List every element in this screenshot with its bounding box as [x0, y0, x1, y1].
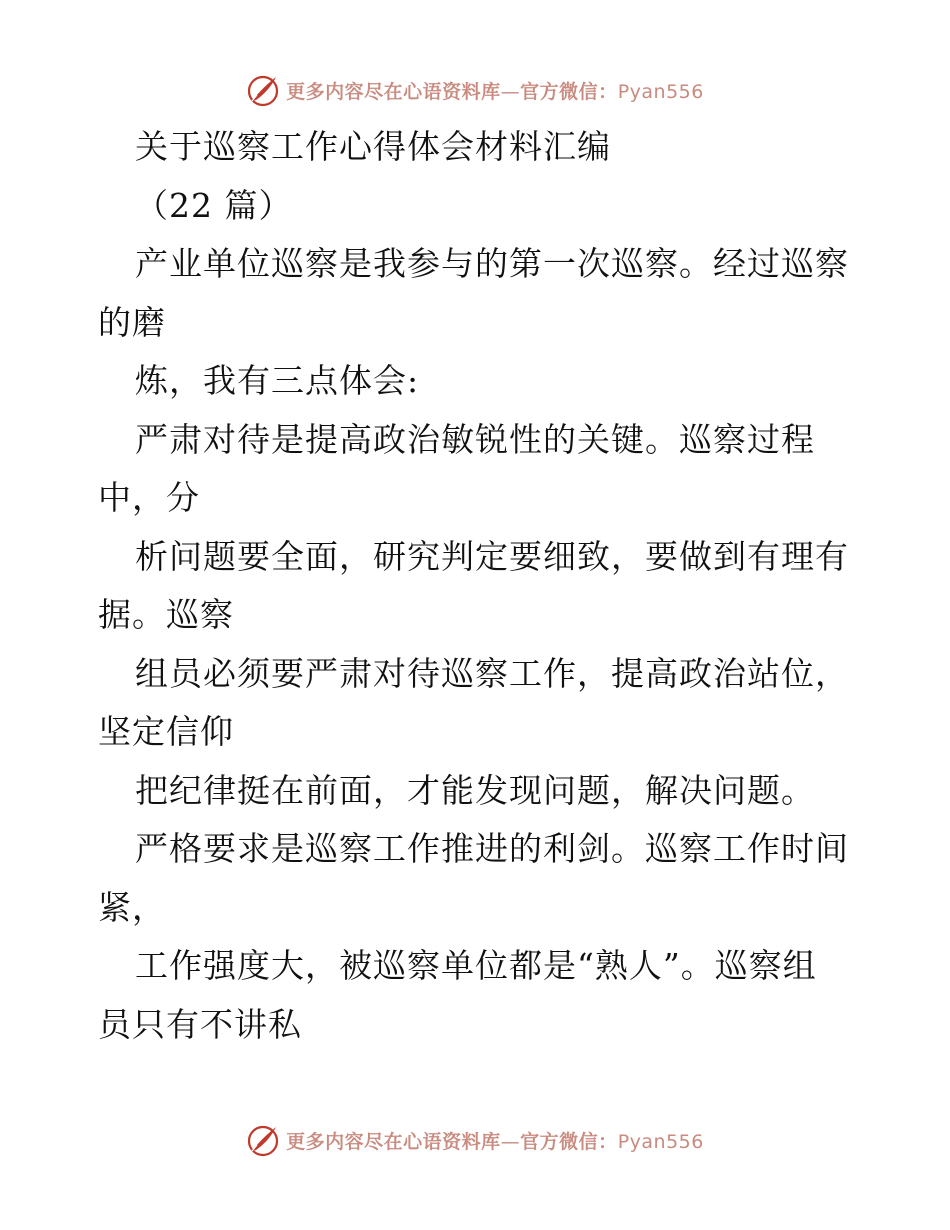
text-line: 紧，	[98, 887, 166, 927]
text-line: 的磨	[98, 302, 166, 342]
quill-pen-logo-icon	[246, 73, 280, 107]
text-line: 严格要求是巡察工作推进的利剑。巡察工作时间	[135, 829, 849, 868]
footer-watermark	[0, 1120, 950, 1160]
text-line: 炼，我有三点体会:	[135, 361, 420, 400]
quill-pen-logo-icon	[246, 1123, 280, 1157]
text-line: 中，分	[98, 478, 200, 517]
text-line: 把纪律挺在前面，才能发现问题，解决问题。	[135, 770, 815, 810]
watermark-text: 更多内容尽在心语资料库—官方微信：Pyan556	[286, 1130, 704, 1153]
text-line: 析问题要全面，研究判定要细致，要做到有理有	[135, 536, 849, 576]
text-line: 坚定信仰	[98, 712, 234, 751]
text-line: 工作强度大，被巡察单位都是“熟人”。巡察组	[135, 946, 817, 985]
document-subtitle: （22 篇）	[135, 185, 293, 225]
document-title: 关于巡察工作心得体会材料汇编	[135, 127, 611, 166]
header-watermark	[0, 70, 950, 110]
text-line: 严肃对待是提高政治敏锐性的关键。巡察过程	[135, 419, 815, 459]
text-line: 产业单位巡察是我参与的第一次巡察。经过巡察	[135, 244, 849, 283]
document-body	[98, 118, 858, 1054]
text-line: 据。巡察	[98, 595, 234, 634]
text-line: 组员必须要严肃对待巡察工作，提高政治站位，	[135, 653, 849, 693]
text-line: 员只有不讲私	[98, 1004, 302, 1044]
watermark-text: 更多内容尽在心语资料库—官方微信：Pyan556	[286, 80, 704, 103]
